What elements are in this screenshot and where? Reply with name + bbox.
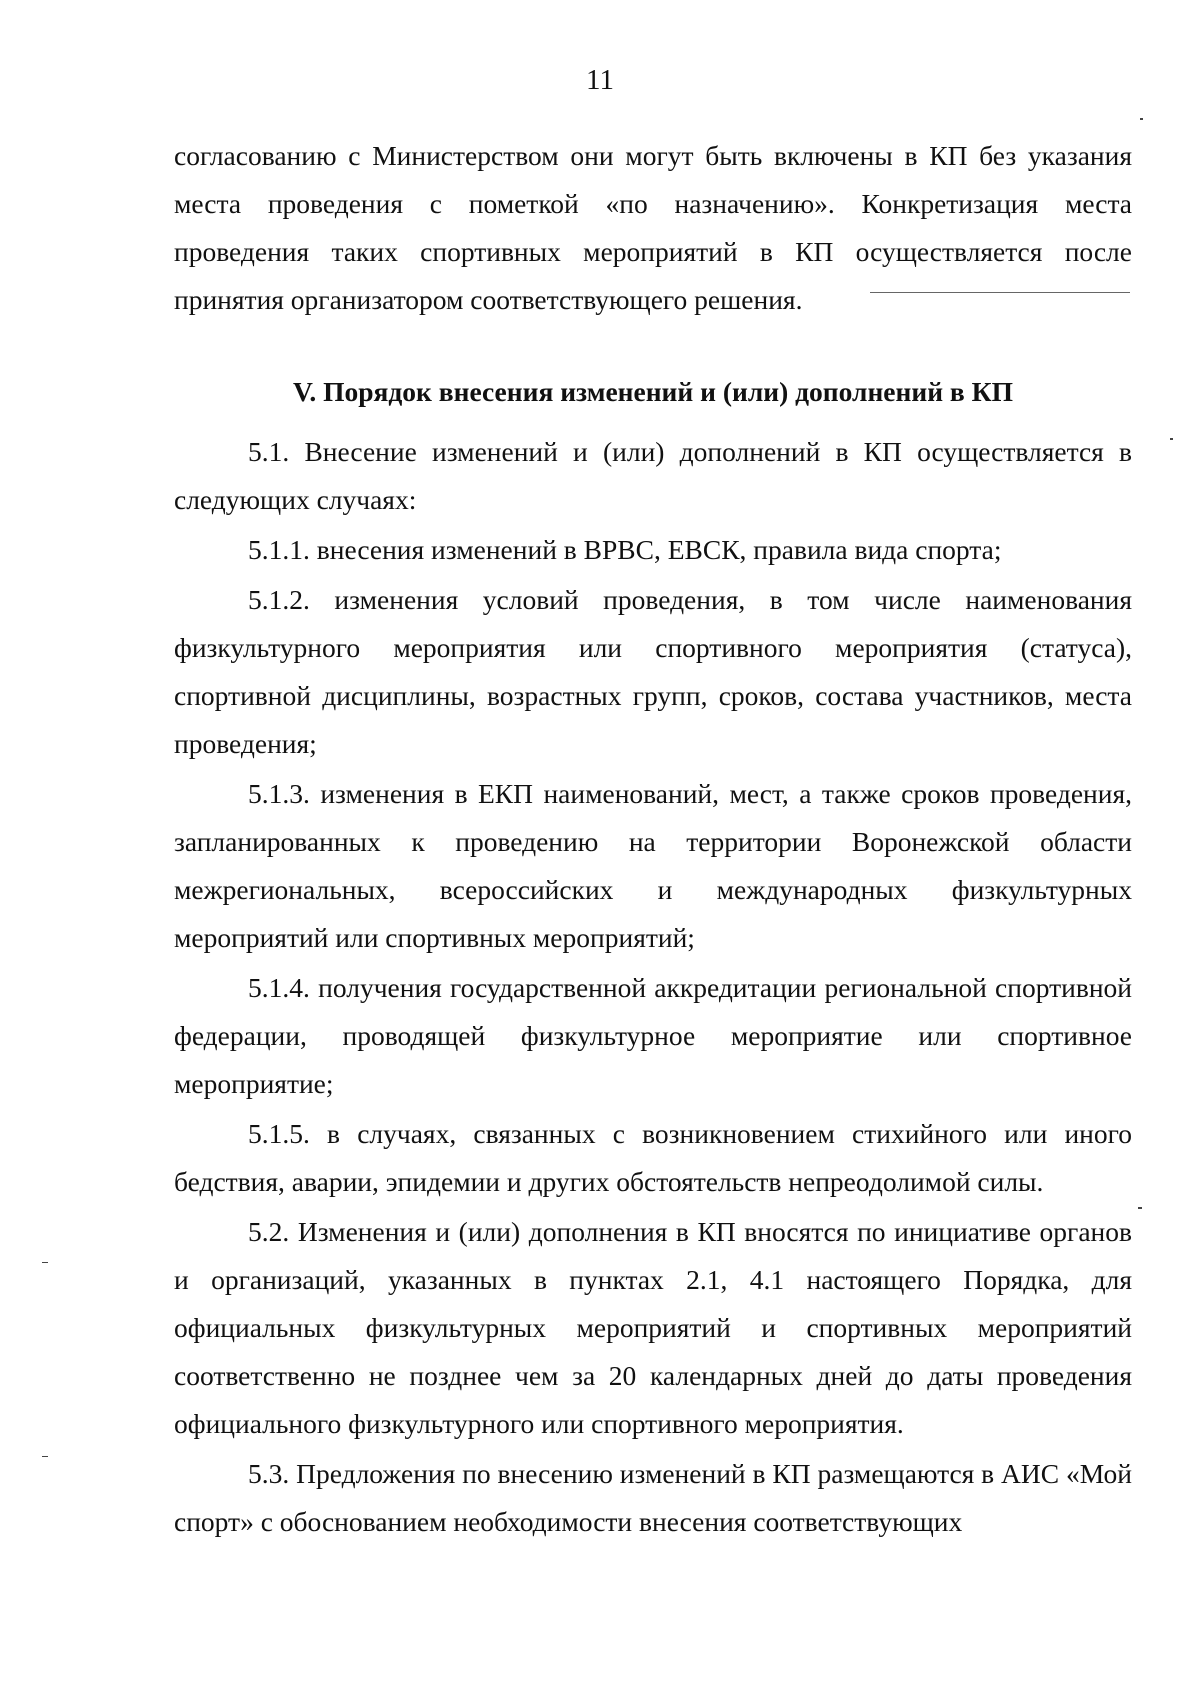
- paragraph-5-2: 5.2. Изменения и (или) дополнения в КП вносятся по инициативе органов и организаций, указанных в пунктах 2.1, 4.1 настоящего Порядка, для официальных физкультурных мероприятий и спортивных мероприятий соответственно не позднее чем за 20 календарных дней до даты проведения официального физкультурного или спортивного мероприятия.: [174, 1216, 1132, 1439]
- page-number: 11: [586, 64, 614, 96]
- scan-artifact-dot: [1170, 438, 1173, 440]
- scan-artifact-dot: [42, 1456, 48, 1457]
- paragraph-5-1-2: 5.1.2. изменения условий проведения, в том числе наименования физкультурного мероприятия или спортивного мероприятия (статуса), спортивной дисциплины, возрастных групп, сроков, состава участников, места проведения;: [174, 584, 1132, 759]
- scan-artifact-dash: [870, 292, 1130, 293]
- scan-artifact-dot: [1138, 1207, 1142, 1209]
- paragraph-5-1-4: 5.1.4. получения государственной аккредитации региональной спортивной федерации, проводящей физкультурное мероприятие или спортивное мероприятие;: [174, 972, 1132, 1099]
- document-body: [174, 132, 1132, 1546]
- section-heading: V. Порядок внесения изменений и (или) дополнений в КП: [293, 376, 1013, 407]
- paragraph-continuation: согласованию с Министерством они могут быть включены в КП без указания места проведения с пометкой «по назначению». Конкретизация места проведения таких спортивных мероприятий в КП осуществляется после принятия организатором соответствующего решения.: [174, 140, 1132, 315]
- paragraph-5-1: 5.1. Внесение изменений и (или) дополнений в КП осуществляется в следующих случаях:: [174, 436, 1132, 515]
- paragraph-5-1-1: 5.1.1. внесения изменений в ВРВС, ЕВСК, правила вида спорта;: [248, 534, 1002, 565]
- paragraph-5-3: 5.3. Предложения по внесению изменений в КП размещаются в АИС «Мой спорт» с обоснованием необходимости внесения соответствующих: [174, 1458, 1132, 1537]
- paragraph-5-1-5: 5.1.5. в случаях, связанных с возникновением стихийного или иного бедствия, аварии, эпидемии и других обстоятельств непреодолимой силы.: [174, 1118, 1132, 1197]
- scan-artifact-dot: [1140, 118, 1143, 120]
- scan-artifact-dot: [42, 1262, 48, 1263]
- paragraph-5-1-3: 5.1.3. изменения в ЕКП наименований, мест, а также сроков проведения, запланированных к проведению на территории Воронежской области межрегиональных, всероссийских и международных физкультурных мероприятий или спортивных мероприятий;: [174, 778, 1132, 953]
